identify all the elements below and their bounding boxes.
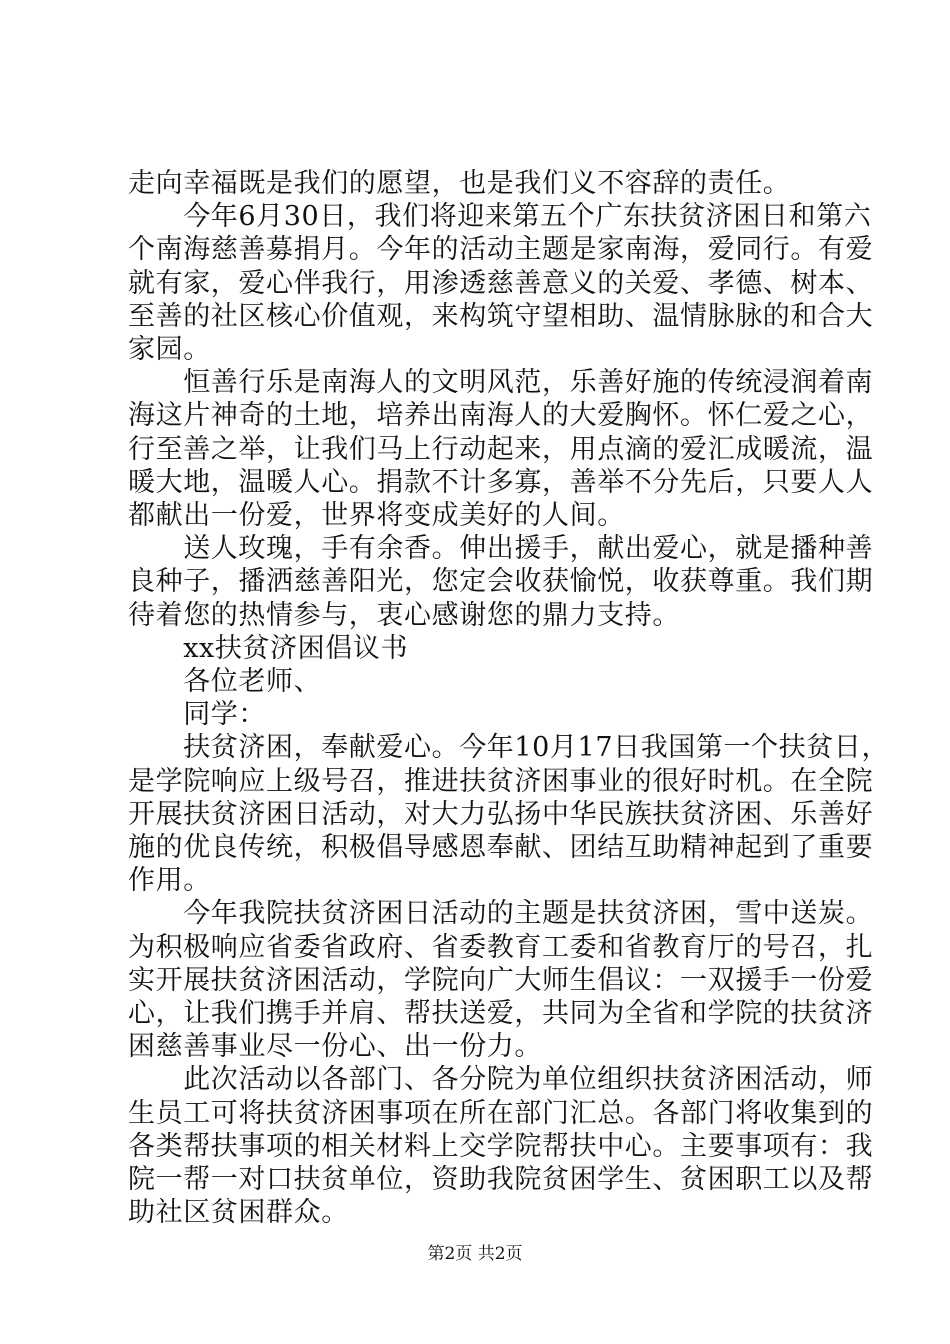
text-line: 同学： [128,699,266,731]
text-line: 走向幸福既是我们的愿望，也是我们义不容辞的责任。 [128,168,791,199]
text-line: 待着您的热情参与，衷心感谢您的鼎力支持。 [128,599,680,631]
text-line: 作用。 [128,865,211,897]
text-line: 助社区贫困群众。 [128,1197,349,1229]
text-line: 都献出一份爱，世界将变成美好的人间。 [128,500,625,531]
text-line: 扶贫济困，奉献爱心。今年10月17日我国第一个扶贫日， [128,732,890,764]
text-line: 海这片神奇的土地，培养出南海人的大爱胸怀。怀仁爱之心， [128,400,874,432]
text-line: 今年6月30日，我们将迎来第五个广东扶贫济困日和第六 [128,201,872,233]
text-line: xx扶贫济困倡议书 [128,632,409,664]
text-line: 良种子，播洒慈善阳光，您定会收获愉悦，收获尊重。我们期 [128,566,874,598]
text-line: 家园。 [128,334,211,365]
page-footer: 第2页 共2页 [427,1244,523,1264]
text-line: 个南海慈善募捐月。今年的活动主题是家南海，爱同行。有爱 [128,234,874,266]
text-line: 各类帮扶事项的相关材料上交学院帮扶中心。主要事项有：我 [128,1130,874,1162]
text-line: 实开展扶贫济困活动，学院向广大师生倡议：一双援手一份爱 [128,964,874,996]
text-line: 是学院响应上级号召，推进扶贫济困事业的很好时机。在全院 [128,765,874,797]
text-line: 生员工可将扶贫济困事项在所在部门汇总。各部门将收集到的 [128,1097,874,1129]
text-line: 就有家，爱心伴我行，用渗透慈善意义的关爱、孝德、树本、 [128,267,874,299]
text-line: 为积极响应省委省政府、省委教育工委和省教育厅的号召，扎 [128,931,874,963]
text-line: 暖大地，温暖人心。捐款不计多寡，善举不分先后，只要人人 [128,466,874,498]
text-line: 此次活动以各部门、各分院为单位组织扶贫济困活动，师 [128,1064,874,1096]
text-line: 行至善之举，让我们马上行动起来，用点滴的爱汇成暖流，温 [128,433,874,465]
text-line: 院一帮一对口扶贫单位，资助我院贫困学生、贫困职工以及帮 [128,1164,874,1195]
text-line: 送人玫瑰，手有余香。伸出援手，献出爱心，就是播种善 [128,533,874,565]
text-line: 各位老师、 [128,666,322,697]
text-line: 今年我院扶贫济困日活动的主题是扶贫济困，雪中送炭。 [128,898,874,930]
text-line: 施的优良传统，积极倡导感恩奉献、团结互助精神起到了重要 [128,832,874,863]
text-line: 困慈善事业尽一份心、出一份力。 [128,1031,542,1063]
text-line: 至善的社区核心价值观，来构筑守望相助、温情脉脉的和合大 [128,300,874,332]
text-line: 开展扶贫济困日活动，对大力弘扬中华民族扶贫济困、乐善好 [128,798,874,830]
text-line: 心，让我们携手并肩、帮扶送爱，共同为全省和学院的扶贫济 [128,998,874,1029]
text-line: 恒善行乐是南海人的文明风范，乐善好施的传统浸润着南 [128,367,874,399]
